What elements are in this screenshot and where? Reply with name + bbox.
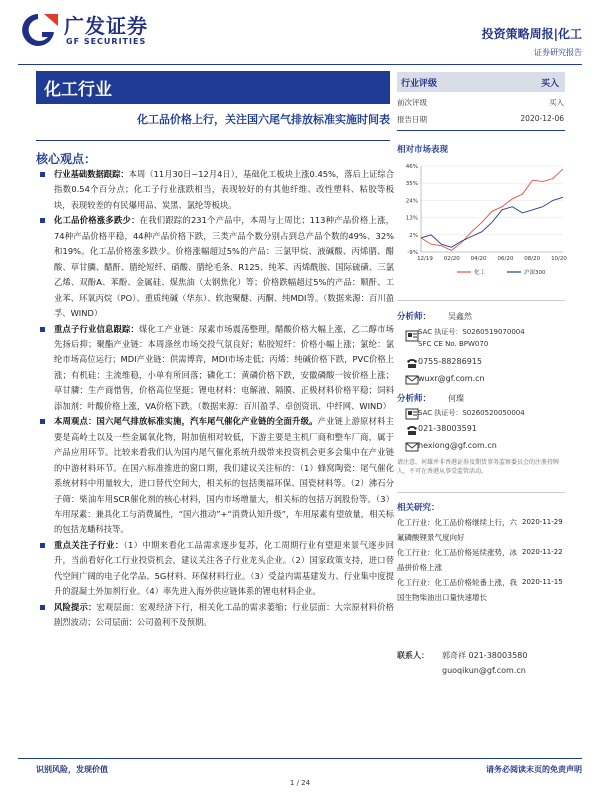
chart-series-line-1 [421, 197, 563, 247]
chart-ytick-label: -9% [407, 250, 418, 256]
analyst-1-role: 分析师： [397, 312, 432, 322]
bullet-icon [40, 172, 45, 177]
analyst-1-sfc: SFC CE No. BPW070 [418, 340, 489, 348]
paragraph-risk: 风险提示：宏观层面：宏观经济下行，相关化工品的需求萎缩；行业层面：大宗原材料价格剧烈波动；公司层面：公司盈利不及预期。 [54, 600, 394, 631]
rating-label: 行业评级 [401, 79, 438, 89]
analyst-1-email[interactable]: wuxr@gf.com.cn [418, 374, 485, 383]
page-number: 1 / 24 [289, 779, 311, 787]
report-date-value: 2020-12-06 [520, 114, 564, 123]
bullet-icon [40, 419, 45, 424]
headline-divider [36, 140, 390, 141]
chart-series-line-0 [421, 169, 563, 250]
analyst-2-role: 分析师： [397, 394, 432, 404]
footer-disclaimer-note: 请务必阅读末页的免责声明 [486, 765, 582, 774]
analyst-2-sac: SAC 执证号：S0260520050004 [418, 409, 525, 417]
chart-ytick-label: 24% [405, 198, 418, 205]
report-date-label: 报告日期 [397, 115, 427, 124]
contact-label: 联系人： [397, 651, 429, 660]
chart-ytick-label: 2% [409, 232, 418, 239]
chart-title: 相对市场表现 [397, 145, 449, 155]
chart-xtick-label: 12/19 [417, 256, 433, 262]
related-item[interactable]: 化工行业：化工品价格延续涨势，冰晶拼价格上涨 [397, 548, 517, 572]
analyst-2-phone: 021-38003591 [418, 424, 477, 433]
header-divider [18, 64, 582, 65]
analyst-1-phone: 0755-88286915 [418, 357, 482, 366]
relative-performance-chart [397, 160, 567, 280]
industry-title: 化工行业 [36, 71, 390, 104]
analyst-1-sac: SAC 执证号：S0260519070004 [418, 328, 525, 336]
analyst-divider [397, 300, 565, 301]
related-divider [397, 492, 565, 493]
chart-ytick-label: 46% [405, 164, 418, 170]
rating-value: 买入 [540, 79, 559, 89]
chart-xtick-label: 10/20 [551, 256, 567, 262]
brand-name-en: GF SECURITIES [66, 37, 147, 46]
chart-ytick-label: 35% [405, 181, 418, 188]
paragraph-basic-data: 行业基础数据跟踪：本周（11月30日~12月4日），基础化工板块上涨0.45%，落后上证综合指数0.54个百分点；化工子行业涨跌相当，表现较好的有其他纤维、改性塑料、粘胶等板块，表现较差的有民爆用品、炭黑、氯纶等板块。 [54, 167, 394, 213]
footer-slogan: 识别风险，发现价值 [36, 765, 108, 774]
id-card-icon [405, 330, 419, 342]
related-item[interactable]: 化工行业：化工品价格轮番上涨，我国生物柴油出口量快速增长 [397, 578, 517, 602]
paragraph-subsector-tracking: 重点子行业信息跟踪：煤化工产业链：尿素市场震荡整理，醋酸价格大幅上涨，乙二醇市场先扬后抑；聚酯产业链：本周涤丝市场交投气氛良好；粘胶短纤：价格小幅上涨；氯纶：氯纶市场高位运行；MDI产业链：供需博弈，MDI市场走低；丙烯：纯碱价格下跌，PVC价格上涨；有机硅：主流维稳，小单有所回落；磷化工：黄磷价格下跌，安徽磷酸一铵价格上涨；草甘膦：生产商惜售，价格高位坚挺；锂电材料：电解液、隔膜、正极材料价格平稳；饲料添加剂：叶酸价格上涨，VA价格下跌。（数据来源：百川盈孚、卓创资讯、中纤网、WIND） [54, 322, 394, 415]
phone-icon [405, 424, 419, 436]
email-icon [405, 441, 419, 453]
related-item-date: 2020-11-29 [522, 518, 563, 526]
chart-legend-label: 化工 [474, 270, 486, 276]
analyst-2-email[interactable]: hexiong@gf.com.cn [418, 441, 497, 450]
bullet-icon [40, 327, 45, 332]
phone-icon [405, 357, 419, 369]
contact-name-phone: 郭奇祥 021-38003580 [442, 651, 528, 660]
related-title: 相关研究： [397, 503, 440, 513]
chart-xtick-label: 02/20 [443, 256, 460, 262]
chart-xtick-label: 08/20 [524, 256, 541, 262]
related-item-date: 2020-11-15 [522, 578, 563, 586]
analyst-disclaimer: 请注意，何雄并非香港证券及期货事务监察委员会的注册持牌人，不可在香港从事受监管活动。 [397, 459, 560, 475]
chart-ytick-label: 13% [405, 215, 418, 222]
core-points-title: 核心观点： [36, 152, 97, 166]
paragraph-weekly-view: 本周观点：国六尾气排放标准实施，汽车尾气催化产业链的全面升级。产业链上游原材料主要是高岭土以及一些金属氧化物，附加值相对较低，下游主要是主机厂商和整车厂商，属于产品应用环节。比较来看我们认为国内尾气催化系统升级带来投资机会更多会集中在产业链的中游材料环节。在国六标准推进的窗口期，我们建议关注标的：（1）蜂窝陶瓷：尾气催化系统材料中用量较大，进口替代空间大，相关标的包括奥福环保、国瓷材料等。（2）沸石分子筛：柴油车用SCR催化剂的核心材料，国内市场增量大，相关标的包括万润股份等。（3）车用尿素：兼具化工与消费属性，“国六推动”+“消费认知升级”，车用尿素有望放量，相关标的包括龙蟠科技等。 [54, 414, 394, 538]
report-type-title: 投资策略周报|化工 [481, 27, 582, 41]
rating-divider [397, 130, 565, 131]
core-points-body [54, 167, 394, 631]
contact-email[interactable]: guoqikun@gf.com.cn [442, 666, 526, 675]
prev-rating-value: 买入 [549, 98, 564, 107]
footer-divider [18, 758, 582, 759]
email-icon [405, 374, 419, 386]
paragraph-price-trend: 化工品价格涨多跌少：在我们跟踪的231个产品中，本周与上周比；113种产品价格上涨，74种产品价格平稳，44种产品价格下跌，三类产品个数分别占到总产品个数的49%、32%和19%。化工品价格涨多跌少。价格涨幅超过5%的产品：三氯甲烷、液碱酸、丙烯腈、醋酸、草甘膦、醋酐、腈纶短纤、硝酸、腈纶毛条、R125、纯苯、丙烯酰胺、国际硫磺、三氯乙烯、双酚A、苯酚、金属硅、煤焦油（太钢焦化）等；价格跌幅超过5%的产品：顺酐、工业苯、环氧丙烷（PO）、重质纯碱（华东）、软泡聚醚、丙酮、纯MDI等。（数据来源：百川盈孚、WIND） [54, 213, 394, 321]
analyst-1-name: 吴鑫然 [448, 312, 472, 321]
report-type-subtitle: 证券研究报告 [534, 48, 582, 57]
analyst-2-name: 何璨 [448, 394, 464, 403]
gf-logo-icon [14, 10, 62, 50]
rating-header [397, 72, 565, 92]
chart-xtick-label: 04/20 [470, 256, 487, 262]
prev-rating-label: 前次评级 [397, 98, 427, 107]
id-card-icon [405, 408, 419, 420]
bullet-icon [40, 605, 45, 610]
related-item[interactable]: 化工行业：化工品价格继续上行，六氟磷酸锂景气度向好 [397, 518, 517, 542]
bullet-icon [40, 543, 45, 548]
related-item-date: 2020-11-22 [522, 548, 563, 556]
chart-xtick-label: 06/20 [497, 256, 514, 262]
brand-name-cn: 广发证券 [64, 14, 148, 38]
chart-legend-label: 沪深300 [524, 270, 546, 276]
bullet-icon [40, 218, 45, 223]
report-headline: 化工品价格上行，关注国六尾气排放标准实施时间表 [137, 113, 390, 126]
paragraph-focus-subsectors: 重点关注子行业：（1）中期来看化工品需求逐步复苏，化工周期行业有望迎来景气逐步回升，当前看好化工行业投资机会，建议关注各子行业龙头企业。（2）国家政策支持，进口替代空间广阔的电子化学品、5G材料、环保材料行业。（3）受益内需基建发力、行业集中度提升的混凝土外加剂行业。（4）率先进入海外供应链体系的锂电材料企业。 [54, 538, 394, 600]
